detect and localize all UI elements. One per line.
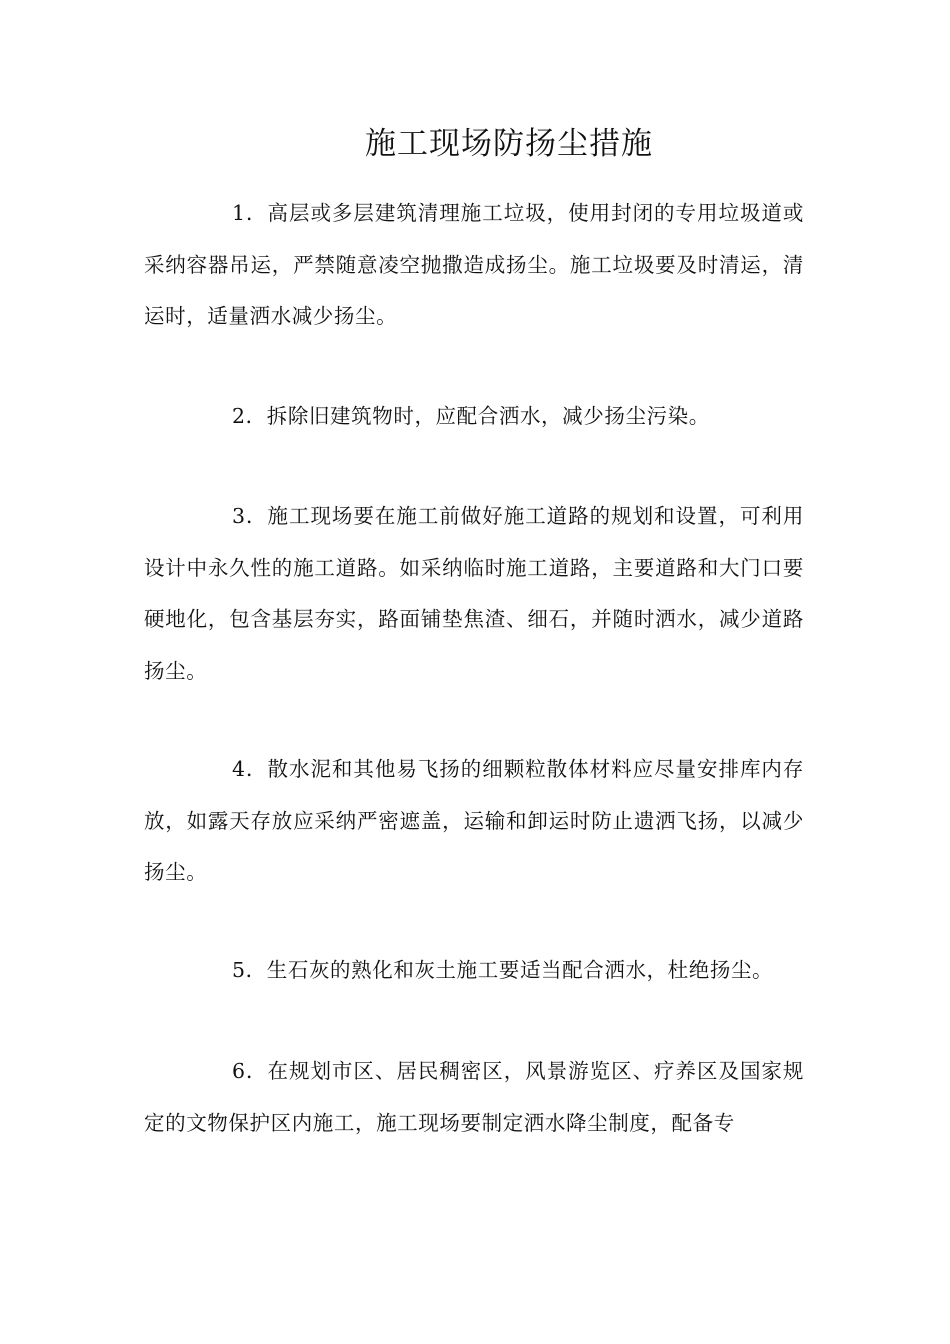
paragraph-3: 3．施工现场要在施工前做好施工道路的规划和设置，可利用设计中永久性的施工道路。如采纳临时施工道路，主要道路和大门口要硬地化，包含基层夯实，路面铺垫焦渣、细石，并随时洒水，减少道路扬尘。	[144, 504, 804, 683]
paragraph-6: 6．在规划市区、居民稠密区，风景游览区、疗养区及国家规定的文物保护区内施工，施工现场要制定洒水降尘制度，配备专	[144, 1059, 804, 1135]
paragraph-2: 2．拆除旧建筑物时，应配合洒水，减少扬尘污染。	[232, 404, 710, 428]
paragraph-4: 4．散水泥和其他易飞扬的细颗粒散体材料应尽量安排库内存放，如露天存放应采纳严密遮盖，运输和卸运时防止遗洒飞扬，以减少扬尘。	[144, 757, 804, 884]
paragraph-5: 5．生石灰的熟化和灰土施工要适当配合洒水，杜绝扬尘。	[232, 958, 774, 982]
document-title: 施工现场防扬尘措施	[365, 126, 653, 162]
paragraph-1: 1．高层或多层建筑清理施工垃圾，使用封闭的专用垃圾道或采纳容器吊运，严禁随意凌空抛撒造成扬尘。施工垃圾要及时清运，清运时，适量洒水减少扬尘。	[144, 201, 804, 328]
